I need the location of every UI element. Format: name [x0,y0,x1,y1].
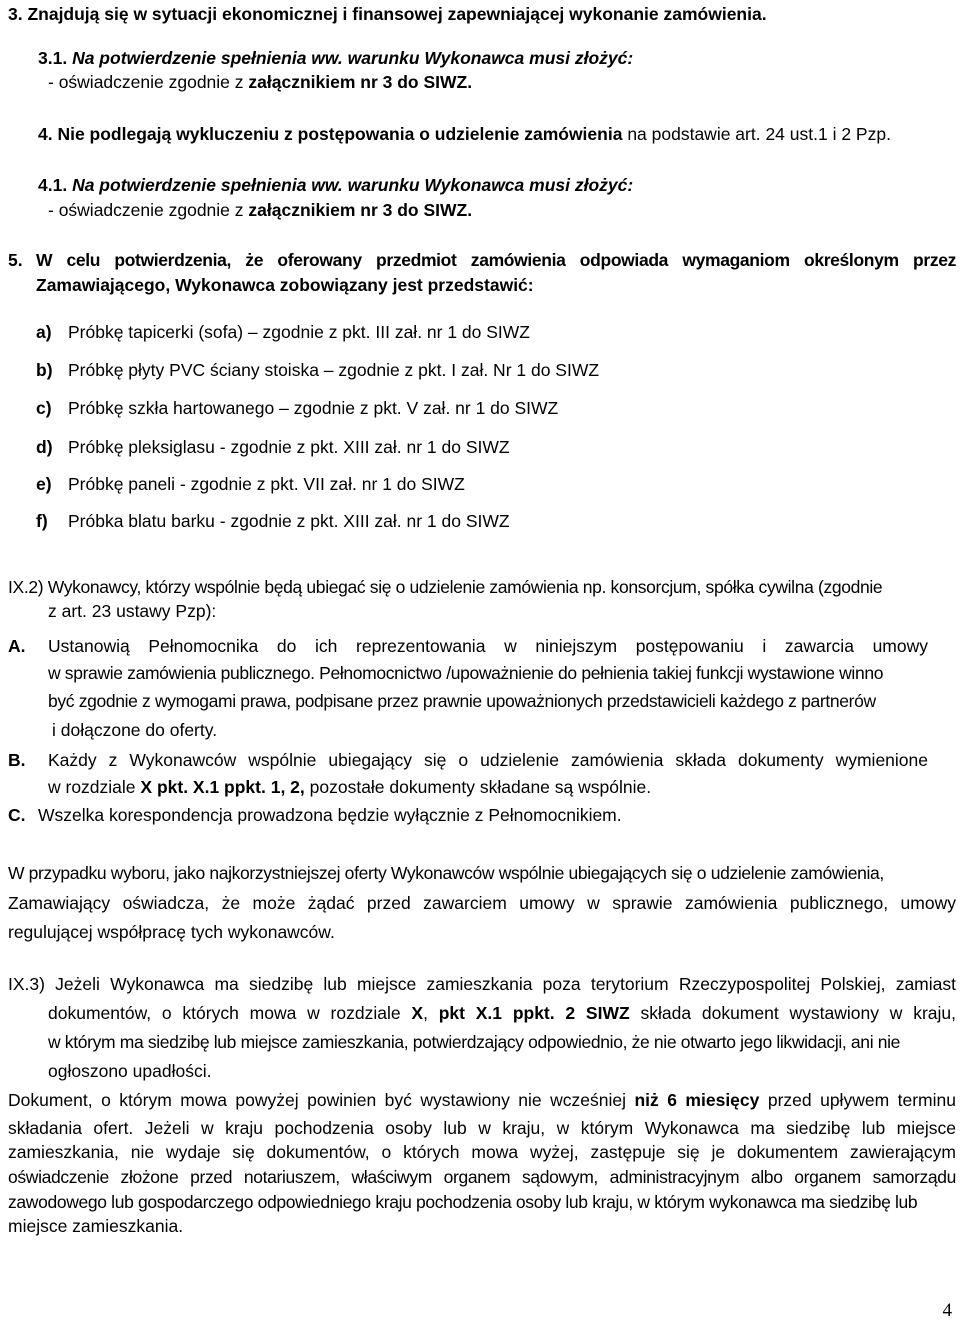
section-3-1-declaration [48,71,472,93]
ix2-a-line-1: Ustanowią Pełnomocnika do ich reprezentowania w niniejszym postępowaniu i zawarcia umowy [48,636,928,656]
ix2-b-line-1: Każdy z Wykonawców wspólnie ubiegający się o udzielenie zamówienia składa dokumenty wymienione [48,750,928,770]
ix2-a-line-3: być zgodnie z wymogami prawa, podpisane przez prawnie upoważnionych przedstawicieli każdego z partnerów [48,691,876,711]
section-5-line-2: Zamawiającego, Wykonawca zobowiązany jest przedstawić: [36,275,534,295]
ix2-c-line-1: Wszelka korespondencja prowadzona będzie wyłącznie z Pełnomocnikiem. [38,805,622,825]
doc-deadline: niż 6 miesięcy [634,1090,760,1110]
section-5-number: 5. [8,250,23,270]
section-3-1-text: Na potwierdzenie spełnienia ww. warunku Wykonawca musi złożyć: [72,48,634,68]
choice-line-1: W przypadku wyboru, jako najkorzystniejszej oferty Wykonawców wspólnie ubiegających się o udzielenie zamówienia, [8,863,884,883]
doc-line-5: zawodowego lub gospodarczego odpowiedniego kraju pochodzenia osoby lub kraju, w którym wykonawca ma siedzibę lub [8,1192,918,1212]
ix2-b-text: w rozdziale [48,777,141,797]
doc-line-4: oświadczenie złożone przed notariuszem, właściwym organem sądowym, administracyjnym albo organem samorządu [8,1167,956,1187]
ix2-line-1: IX.2) Wykonawcy, którzy wspólnie będą ubiegać się o udzielenie zamówienia np. konsorcjum, spółka cywilna (zgodnie [8,577,883,597]
doc-text: Dokument, o którym mowa powyżej powinien być wystawiony nie wcześniej [8,1090,635,1110]
list-item [36,397,558,419]
list-item-letter: a) [36,322,52,342]
ix2-line-2: z art. 23 ustawy Pzp): [48,601,217,621]
ix2-a-line-2: w sprawie zamówienia publicznego. Pełnomocnictwo /upoważnienie do pełnienia takiej funkcji wystawione winno [48,663,884,683]
ix2-a-line-4: i dołączone do oferty. [52,720,218,740]
ix2-a-letter: A. [8,636,26,656]
section-3-1 [38,47,633,69]
doc-line-3: zamieszkania, nie wydaje się dokumentów, o których mowa wyżej, zastępuje się je dokumentem zawierającym [8,1142,956,1162]
section-4-1-number: 4.1. [38,175,68,195]
section-4-1-declaration [48,199,472,221]
list-item-text: Próbkę paneli - zgodnie z pkt. VII zał. nr 1 do SIWZ [68,474,465,494]
declaration-attachment: załącznikiem nr 3 do SIWZ. [248,72,473,92]
section-4-heading-bold: 4. Nie podlegają wykluczeniu z postępowania o udzielenie zamówienia [38,124,623,144]
ix2-b-tail: pozostałe dokumenty składane są wspólnie. [304,777,652,797]
ix2-c-letter: C. [8,805,26,825]
section-3-heading: 3. Znajdują się w sytuacji ekonomicznej i finansowej zapewniającej wykonanie zamówienia. [8,4,767,24]
ix3-chapter: X [411,1003,424,1023]
ix2-b-letter: B. [8,750,26,770]
list-item [36,321,530,343]
ix3-reference: pkt X.1 ppkt. 2 SIWZ [438,1003,630,1023]
list-item-letter: b) [36,360,53,380]
ix2-b-line-2 [48,776,651,798]
ix3-text: dokumentów, o których mowa w rozdziale [48,1003,412,1023]
doc-line-2: składania ofert. Jeżeli w kraju pochodzenia osoby lub w kraju, w którym Wykonawca ma siedzibę lub miejsce [8,1118,956,1138]
declaration-text: - oświadczenie zgodnie z [48,200,249,220]
doc-tail: przed upływem terminu [759,1090,956,1110]
section-3-1-number: 3.1. [38,48,68,68]
section-4-heading-plain: na podstawie art. 24 ust.1 i 2 Pzp. [622,124,891,144]
list-item-text: Próbkę tapicerki (sofa) – zgodnie z pkt. III zał. nr 1 do SIWZ [68,322,530,342]
section-5-line-1: W celu potwierdzenia, że oferowany przedmiot zamówienia odpowiada wymaganiom określonym przez [36,250,956,270]
doc-line-6: miejsce zamieszkania. [8,1216,184,1236]
declaration-text: - oświadczenie zgodnie z [48,72,249,92]
ix3-line-3: w którym ma siedzibę lub miejsce zamieszkania, potwierdzający odpowiednio, że nie otwarto jego likwidacji, ani nie [48,1032,901,1052]
choice-line-2: Zamawiający oświadcza, że może żądać przed zawarciem umowy w sprawie zamówienia publicznego, umowy [8,893,956,913]
page-number: 4 [942,1300,952,1321]
ix3-line-2 [48,1002,956,1024]
list-item-letter: d) [36,437,53,457]
list-item-text: Próbkę płyty PVC ściany stoiska – zgodnie z pkt. I zał. Nr 1 do SIWZ [68,360,600,380]
list-item-text: Próbkę szkła hartowanego – zgodnie z pkt. V zał. nr 1 do SIWZ [68,398,559,418]
section-4-1-text: Na potwierdzenie spełnienia ww. warunku Wykonawca musi złożyć: [72,175,634,195]
list-item-letter: e) [36,474,52,494]
ix3-tail: składa dokument wystawiony w kraju, [629,1003,956,1023]
list-item-letter: c) [36,398,52,418]
list-item-text: Próbkę pleksiglasu - zgodnie z pkt. XIII zał. nr 1 do SIWZ [68,437,510,457]
list-item-text: Próbka blatu barku - zgodnie z pkt. XIII zał. nr 1 do SIWZ [68,511,510,531]
doc-line-1 [8,1089,956,1111]
choice-line-3: regulującej współpracę tych wykonawców. [8,922,335,942]
section-4-1 [38,174,633,196]
declaration-attachment: załącznikiem nr 3 do SIWZ. [248,200,473,220]
list-item-letter: f) [36,511,48,531]
list-item [36,359,599,381]
list-item [36,510,510,532]
ix3-line-4: ogłoszono upadłości. [48,1061,212,1081]
ix3-line-1: IX.3) Jeżeli Wykonawca ma siedzibę lub miejsce zamieszkania poza terytorium Rzeczypospolitej Polskiej, zamiast [8,974,956,994]
list-item [36,473,465,495]
list-item [36,436,510,458]
section-4-heading [38,123,891,145]
ix2-b-reference: X pkt. X.1 ppkt. 1, 2, [140,777,305,797]
ix3-separator: , [423,1003,439,1023]
